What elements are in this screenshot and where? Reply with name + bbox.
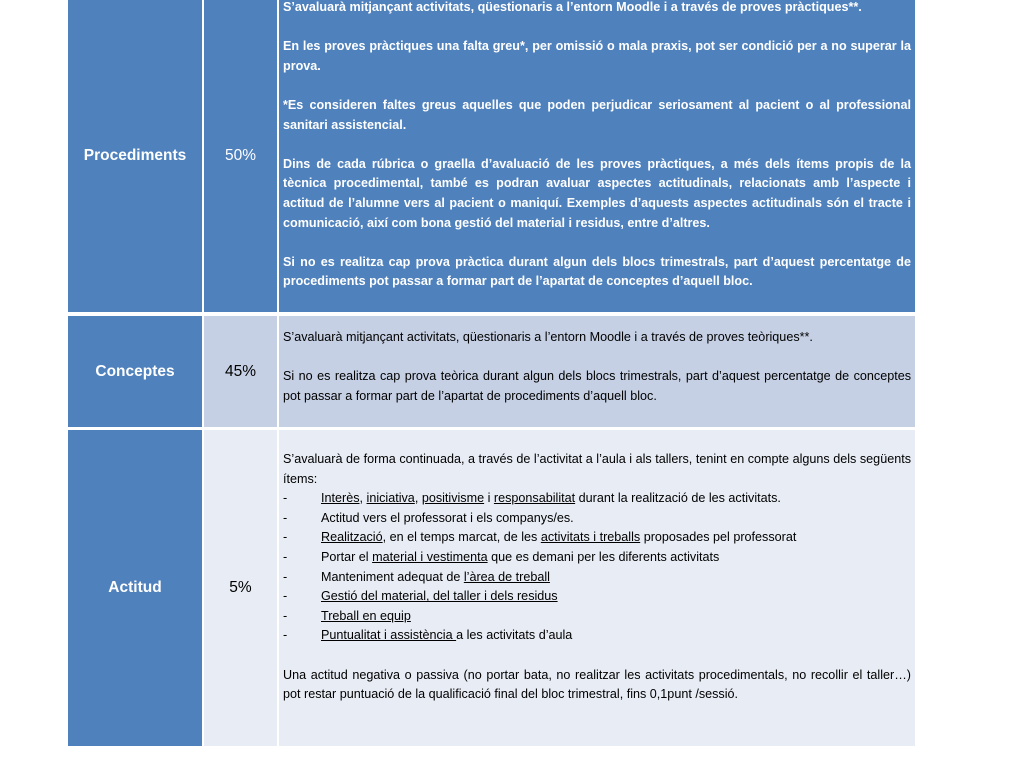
row-actitud — [68, 430, 915, 746]
category-percent: 50% — [204, 0, 279, 316]
paragraph: Una actitud negativa o passiva (no portar bata, no realitzar les activitats procedimentals, no recollir el taller…) pot restar puntuació de la qualificació final del bloc trimestral, fins 0,1punt /sessió. — [283, 667, 911, 702]
category-description — [279, 316, 915, 430]
row-procediments — [68, 0, 915, 316]
category-label: Procediments — [68, 0, 204, 316]
category-description — [279, 0, 915, 316]
paragraph: S’avaluarà de forma continuada, a través de l’activitat a l’aula i als tallers, tenint en compte alguns dels següents ítems: — [283, 452, 911, 486]
paragraph: S’avaluarà mitjançant activitats, qüestionaris a l’entorn Moodle i a través de proves teòriques**. — [283, 330, 813, 344]
list-item: - Interès, iniciativa, positivisme i responsabilitat durant la realització de les activitats. — [283, 491, 781, 506]
paragraph: En les proves pràctiques una falta greu*, per omissió o mala praxis, pot ser condició per a no superar la prova. — [283, 39, 911, 73]
paragraph: S’avaluarà mitjançant activitats, qüestionaris a l’entorn Moodle i a través de proves pràctiques**. — [283, 0, 862, 14]
category-label: Actitud — [68, 430, 204, 746]
list-item: - Manteniment adequat de l’àrea de treball — [283, 569, 550, 584]
list-item: - Portar el material i vestimenta que es demani per les diferents activitats — [283, 549, 720, 564]
category-description — [279, 430, 915, 746]
list-item: - Realització, en el temps marcat, de les activitats i treballs proposades pel professorat — [283, 530, 797, 545]
category-percent: 45% — [204, 316, 279, 430]
evaluation-table — [68, 0, 915, 746]
category-label: Conceptes — [68, 316, 204, 430]
category-percent: 5% — [204, 430, 279, 746]
paragraph: Si no es realitza cap prova pràctica durant algun dels blocs trimestrals, part d’aquest percentatge de procediments pot passar a formar part de l’apartat de conceptes d’aquell bloc. — [283, 254, 911, 289]
paragraph: Si no es realitza cap prova teòrica durant algun dels blocs trimestrals, part d’aquest percentatge de conceptes pot passar a formar part de l’apartat de procediments d’aquell bloc. — [283, 369, 911, 403]
list-item: - Actitud vers el professorat i els companys/es. — [283, 510, 574, 525]
list-item: - Treball en equip — [283, 608, 411, 623]
list-item: - Gestió del material, del taller i dels residus — [283, 589, 558, 604]
criteria-list — [283, 489, 911, 646]
row-conceptes — [68, 316, 915, 430]
list-item: - Puntualitat i assistència a les activitats d’aula — [283, 628, 573, 643]
paragraph: *Es consideren faltes greus aquelles que poden perjudicar seriosament al pacient o al professional sanitari assistencial. — [283, 97, 911, 132]
paragraph: Dins de cada rúbrica o graella d’avaluació de les proves pràctiques, a més dels ítems propis de la tècnica procedimental, també es podran avaluar aspectes actitudinals, relacionats amb l’aspecte i actitud de l’alumne vers al pacient o maniquí. Exemples d’aquests aspectes actitudinals són el tracte i comunicació, així com bona gestió del material i residus, entre d’altres. — [283, 156, 911, 230]
